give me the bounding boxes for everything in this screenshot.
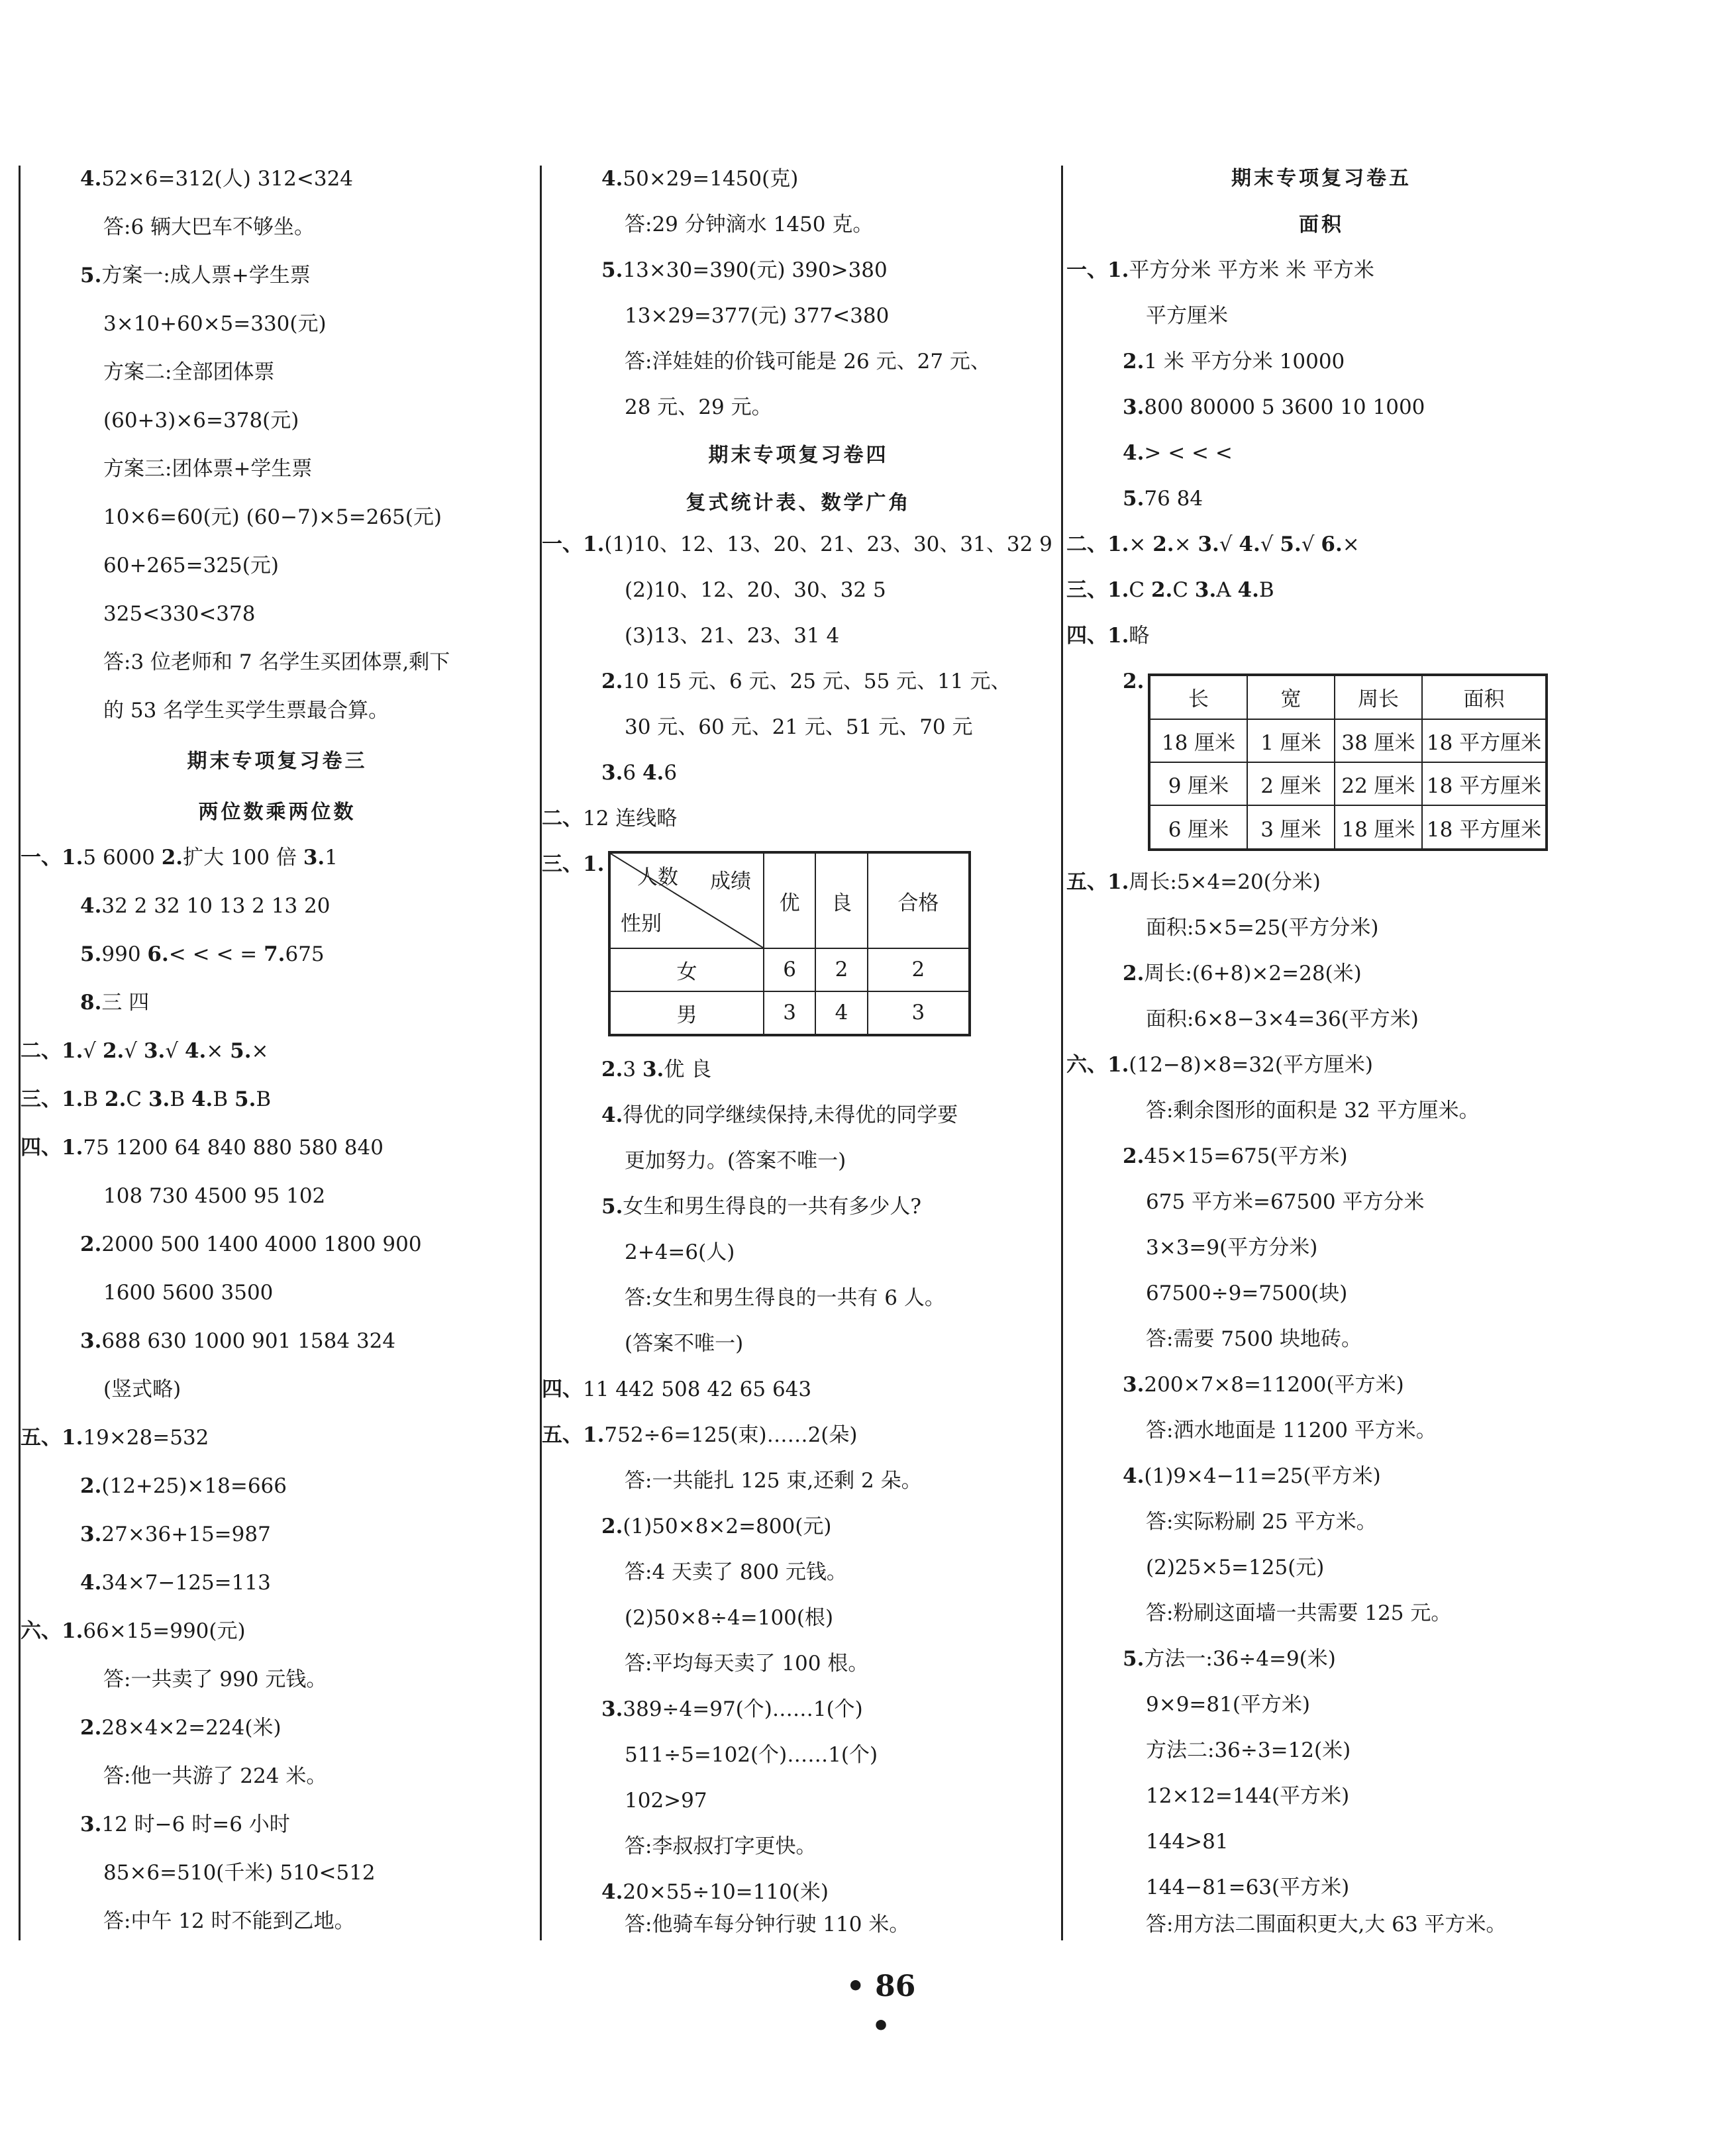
answer-line: (3)13、21、23、31 4 xyxy=(625,624,840,648)
answer-line: 三、1. xyxy=(542,852,605,876)
answer-line: 面积:6×8−3×4=36(平方米) xyxy=(1146,1007,1419,1031)
answer-line: 5.方法一:36÷4=9(米) xyxy=(1123,1647,1336,1671)
answer-line: 五、1.752÷6=125(束)……2(朵) xyxy=(542,1423,858,1447)
answer-line: 144>81 xyxy=(1146,1830,1229,1854)
answer-line: 三、1.C 2.C 3.A 4.B xyxy=(1066,578,1274,602)
answer-line: (2)50×8÷4=100(根) xyxy=(625,1606,834,1630)
answer-line: 12×12=144(平方米) xyxy=(1146,1784,1350,1808)
answer-line: 答:6 辆大巴车不够坐。 xyxy=(103,215,315,239)
table-cell: 22 厘米 xyxy=(1335,762,1422,805)
answer-line: 方法二:36÷3=12(米) xyxy=(1146,1738,1351,1762)
answer-line: (答案不唯一) xyxy=(625,1332,744,1356)
answer-line: 4.(1)9×4−11=25(平方米) xyxy=(1123,1464,1381,1488)
table-header: 周长 xyxy=(1335,675,1422,719)
table-cell: 18 平方厘米 xyxy=(1422,805,1547,850)
answer-line: 四、1.75 1200 64 840 880 580 840 xyxy=(21,1136,383,1160)
answer-line: 一、1.5 6000 2.扩大 100 倍 3.1 xyxy=(21,846,338,870)
answer-line: 方案二:全部团体票 xyxy=(103,360,275,384)
answer-line: 答:剩余图形的面积是 32 平方厘米。 xyxy=(1146,1099,1480,1123)
table-cell: 2 xyxy=(815,948,867,991)
answer-line: 4.32 2 32 10 13 2 13 20 xyxy=(80,894,331,918)
answer-line: 三、1.B 2.C 3.B 4.B 5.B xyxy=(21,1087,272,1111)
answer-line: 4.20×55÷10=110(米) xyxy=(601,1880,829,1904)
answer-line: 答:女生和男生得良的一共有 6 人。 xyxy=(625,1286,945,1310)
answer-line: 2.(1)50×8×2=800(元) xyxy=(601,1515,832,1538)
answer-line: 13×29=377(元) 377<380 xyxy=(625,304,890,328)
corner-cell xyxy=(609,852,764,948)
answer-line: 2.45×15=675(平方米) xyxy=(1123,1144,1348,1168)
table-row xyxy=(1149,719,1547,762)
answer-line: 67500÷9=7500(块) xyxy=(1146,1281,1348,1305)
answer-line: 4.34×7−125=113 xyxy=(80,1571,271,1595)
table-cell: 4 xyxy=(815,991,867,1035)
table-cell: 3 xyxy=(868,991,970,1035)
grades-table xyxy=(608,851,971,1036)
answer-line: 方案三:团体票+学生票 xyxy=(103,457,313,481)
answer-line: 4.> < < < xyxy=(1123,441,1233,465)
answer-line: 3.12 时−6 时=6 小时 xyxy=(80,1813,290,1836)
row-label: 女 xyxy=(609,948,764,991)
answer-line: 答:洋娃娃的价钱可能是 26 元、27 元、 xyxy=(625,350,991,374)
answer-line: 2.周长:(6+8)×2=28(米) xyxy=(1123,962,1362,985)
table-cell: 2 xyxy=(868,948,970,991)
table-row xyxy=(609,948,970,991)
section-title: 期末专项复习卷四 xyxy=(708,444,889,467)
answer-line: 答:用方法二围面积更大,大 63 平方米。 xyxy=(1146,1913,1507,1936)
answer-line: (2)25×5=125(元) xyxy=(1146,1556,1325,1579)
answer-line: 答:3 位老师和 7 名学生买团体票,剩下 xyxy=(103,650,450,674)
table-cell: 38 厘米 xyxy=(1335,719,1422,762)
answer-line: 2+4=6(人) xyxy=(625,1240,735,1264)
answer-line: 85×6=510(千米) 510<512 xyxy=(103,1861,376,1885)
left-column xyxy=(19,166,532,1940)
table-cell: 2 厘米 xyxy=(1247,762,1335,805)
answer-line: 二、12 连线略 xyxy=(542,807,678,830)
table-cell: 18 厘米 xyxy=(1335,805,1422,850)
answer-line: 2. xyxy=(1123,670,1145,693)
answer-line: (竖式略) xyxy=(103,1377,181,1401)
answer-line: 2.1 米 平方分米 10000 xyxy=(1123,350,1345,374)
answer-line: 答:一共卖了 990 元钱。 xyxy=(103,1668,327,1691)
table-header-row xyxy=(1149,675,1547,719)
answer-line: 3.6 4.6 xyxy=(601,761,678,785)
table-row xyxy=(1149,805,1547,850)
section-title: 期末专项复习卷三 xyxy=(187,750,368,773)
answer-line: 答:29 分钟滴水 1450 克。 xyxy=(625,213,874,236)
answer-line: 答:实际粉刷 25 平方米。 xyxy=(1146,1510,1377,1534)
table-header: 优 xyxy=(764,852,815,948)
corner-label: 成绩 xyxy=(710,870,751,893)
answer-line: 答:需要 7500 块地砖。 xyxy=(1146,1327,1362,1351)
table-cell: 9 厘米 xyxy=(1149,762,1247,805)
answer-line: 3.800 80000 5 3600 10 1000 xyxy=(1123,395,1425,419)
answer-line: 325<330<378 xyxy=(103,602,256,626)
row-label: 男 xyxy=(609,991,764,1035)
answer-line: 平方厘米 xyxy=(1146,304,1228,328)
table-header: 面积 xyxy=(1422,675,1547,719)
answer-line: 答:他骑车每分钟行驶 110 米。 xyxy=(625,1913,910,1936)
answer-line: 30 元、60 元、21 元、51 元、70 元 xyxy=(625,715,973,739)
answer-line: 二、1.× 2.× 3.√ 4.√ 5.√ 6.× xyxy=(1066,532,1360,556)
table-cell: 18 平方厘米 xyxy=(1422,719,1547,762)
answer-line: 2.2000 500 1400 4000 1800 900 xyxy=(80,1232,422,1256)
answer-line: 五、1.周长:5×4=20(分米) xyxy=(1066,870,1321,894)
answer-line: 675 平方米=67500 平方分米 xyxy=(1146,1190,1425,1214)
answer-line: 5.76 84 xyxy=(1123,487,1203,511)
answer-line: 答:洒水地面是 11200 平方米。 xyxy=(1146,1419,1437,1442)
answer-line: 答:一共能扎 125 束,还剩 2 朵。 xyxy=(625,1469,922,1493)
corner-label: 性别 xyxy=(621,912,662,936)
table-header: 长 xyxy=(1149,675,1247,719)
section-subtitle: 面积 xyxy=(1299,213,1344,236)
answer-line: 3.200×7×8=11200(平方米) xyxy=(1123,1373,1404,1397)
table-cell: 3 厘米 xyxy=(1247,805,1335,850)
answer-line: 一、1.(1)10、12、13、20、21、23、30、31、32 9 xyxy=(542,532,1052,556)
table-cell: 6 厘米 xyxy=(1149,805,1247,850)
table-header: 良 xyxy=(815,852,867,948)
answer-line: 4.得优的同学继续保持,未得优的同学要 xyxy=(601,1103,958,1127)
answer-line: 的 53 名学生买学生票最合算。 xyxy=(103,699,389,723)
answer-line: 28 元、29 元。 xyxy=(625,395,772,419)
section-title: 期末专项复习卷五 xyxy=(1231,167,1411,190)
answer-line: 2.10 15 元、6 元、25 元、55 元、11 元、 xyxy=(601,670,1011,693)
table-cell: 1 厘米 xyxy=(1247,719,1335,762)
answer-line: (60+3)×6=378(元) xyxy=(103,409,299,432)
answer-line: 2.3 3.优 良 xyxy=(601,1058,712,1081)
answer-line: 3.688 630 1000 901 1584 324 xyxy=(80,1329,396,1353)
section-subtitle: 两位数乘两位数 xyxy=(198,801,356,824)
answer-line: 答:中午 12 时不能到乙地。 xyxy=(103,1909,355,1933)
table-row xyxy=(1149,762,1547,805)
table-row xyxy=(609,991,970,1035)
section-subtitle: 复式统计表、数学广角 xyxy=(686,491,911,515)
table-cell: 3 xyxy=(764,991,815,1035)
answer-line: 二、1.√ 2.√ 3.√ 4.× 5.× xyxy=(21,1039,269,1063)
answer-line: 144−81=63(平方米) xyxy=(1146,1875,1350,1899)
table-cell: 6 xyxy=(764,948,815,991)
area-table xyxy=(1148,674,1548,851)
table-header: 合格 xyxy=(868,852,970,948)
answer-line: 2.(12+25)×18=666 xyxy=(80,1474,287,1498)
answer-line: 511÷5=102(个)……1(个) xyxy=(625,1743,878,1767)
answer-line: 六、1.(12−8)×8=32(平方厘米) xyxy=(1066,1053,1374,1077)
table-cell: 18 平方厘米 xyxy=(1422,762,1547,805)
answer-line: 3.389÷4=97(个)……1(个) xyxy=(601,1697,863,1721)
answer-line: 10×6=60(元) (60−7)×5=265(元) xyxy=(103,505,442,529)
answer-line: 一、1.平方分米 平方米 米 平方米 xyxy=(1066,258,1374,282)
answer-line: 答:粉刷这面墙一共需要 125 元。 xyxy=(1146,1601,1452,1625)
answer-line: 102>97 xyxy=(625,1789,707,1813)
answer-line: 答:4 天卖了 800 元钱。 xyxy=(625,1560,847,1584)
corner-label: 人数 xyxy=(637,866,678,889)
answer-line: 四、11 442 508 42 65 643 xyxy=(542,1377,812,1401)
table-header: 宽 xyxy=(1247,675,1335,719)
answer-line: 5.方案一:成人票+学生票 xyxy=(80,264,311,287)
answer-line: 4.52×6=312(人) 312<324 xyxy=(80,167,354,191)
answer-line: 3×3=9(平方分米) xyxy=(1146,1236,1318,1260)
answer-line: 8.三 四 xyxy=(80,991,150,1015)
answer-line: 3.27×36+15=987 xyxy=(80,1523,271,1546)
answer-line: 9×9=81(平方米) xyxy=(1146,1693,1311,1717)
answer-line: 4.50×29=1450(克) xyxy=(601,167,799,191)
answer-line: 更加努力。(答案不唯一) xyxy=(625,1149,846,1173)
answer-line: 面积:5×5=25(平方分米) xyxy=(1146,916,1379,940)
page-number: • 86 • xyxy=(846,1970,916,2043)
answer-line: 答:平均每天卖了 100 根。 xyxy=(625,1652,869,1675)
answer-line: (2)10、12、20、30、32 5 xyxy=(625,578,886,602)
answer-line: 答:李叔叔打字更快。 xyxy=(625,1834,817,1858)
answer-line: 60+265=325(元) xyxy=(103,554,279,577)
right-column xyxy=(1061,166,1707,1940)
answer-line: 108 730 4500 95 102 xyxy=(103,1184,326,1208)
answer-line: 3×10+60×5=330(元) xyxy=(103,312,327,336)
answer-line: 2.28×4×2=224(米) xyxy=(80,1716,281,1740)
answer-line: 五、1.19×28=532 xyxy=(21,1426,209,1450)
answer-line: 答:他一共游了 224 米。 xyxy=(103,1764,327,1788)
answer-line: 六、1.66×15=990(元) xyxy=(21,1619,246,1643)
answer-line: 5.女生和男生得良的一共有多少人? xyxy=(601,1195,921,1219)
table-cell: 18 厘米 xyxy=(1149,719,1247,762)
answer-line: 1600 5600 3500 xyxy=(103,1281,274,1305)
answer-line: 四、1.略 xyxy=(1066,624,1150,648)
answer-line: 5.990 6.< < < = 7.675 xyxy=(80,942,325,966)
middle-column xyxy=(540,166,1053,1940)
answer-line: 5.13×30=390(元) 390>380 xyxy=(601,258,888,282)
